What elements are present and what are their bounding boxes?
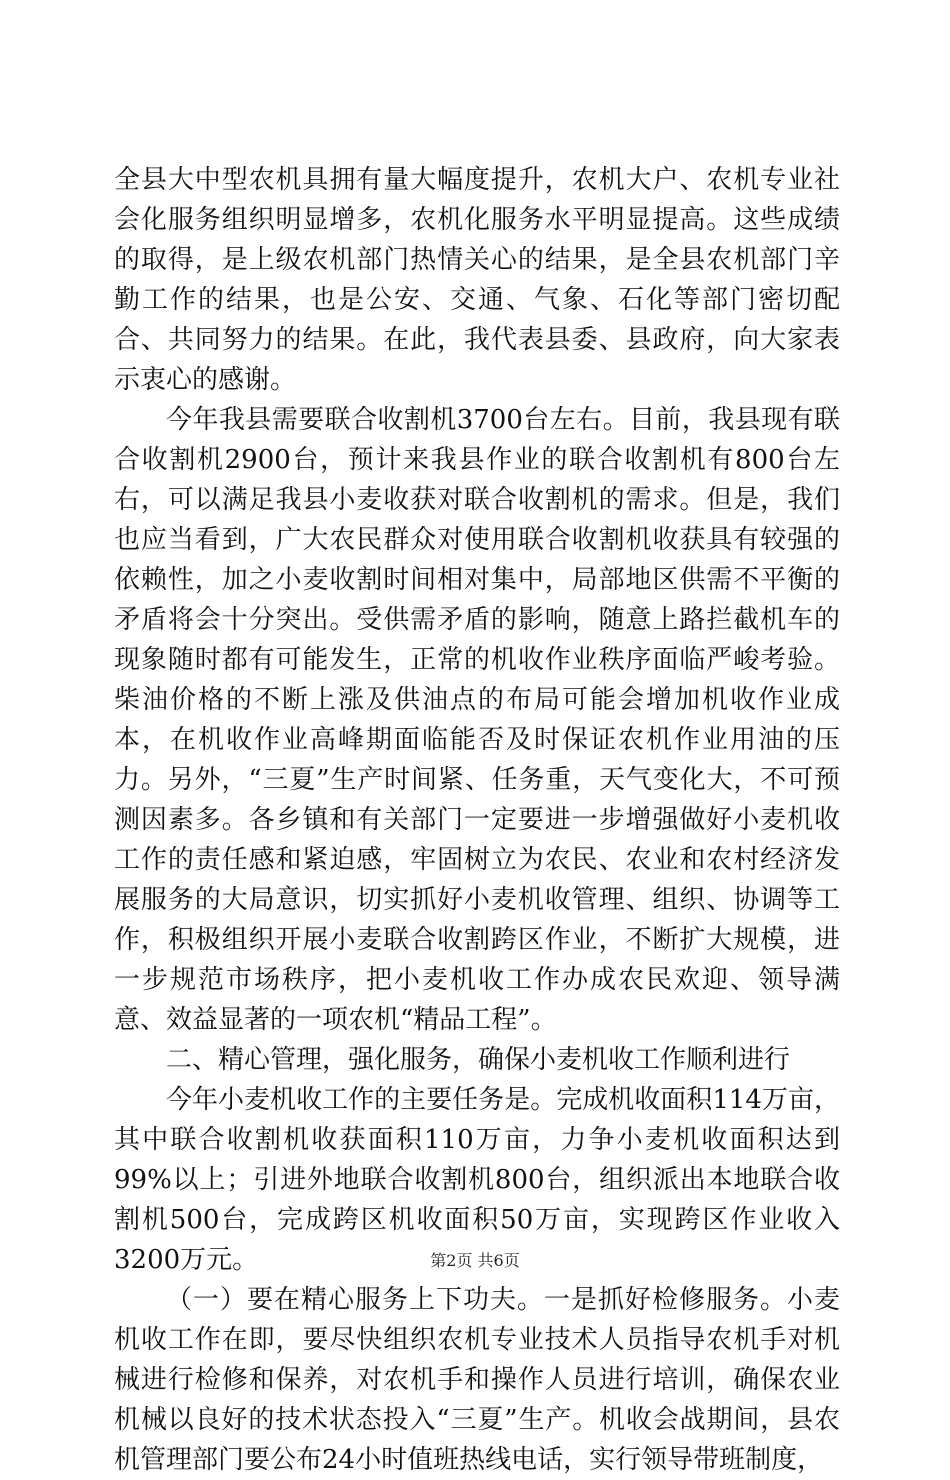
paragraph-service-measures: （一）要在精心服务上下功夫。一是抓好检修服务。小麦机收工作在即，要尽快组织农机专业技术人员指导农机手对机械进行检修和保养，对农机手和操作人员进行培训，确保农业机械以良好的技术状态投入“三夏”生产。机收会战期间，县农机管理部门要公布24小时值班热线电话，实行领导带班制度， xyxy=(114,1285,840,1475)
paragraph-harvester-demand: 今年我县需要联合收割机3700台左右。目前，我县现有联合收割机2900台，预计来我县作业的联合收割机有800台左右，可以满足我县小麦收获对联合收割机的需求。但是，我们也应当看到，广大农民群众对使用联合收割机收获具有较强的依赖性，加之小麦收割时间相对集中，局部地区供需不平衡的矛盾将会十分突出。受供需矛盾的影响，随意上路拦截机车的现象随时都有可能发生，正常的机收作业秩序面临严峻考验。柴油价格的不断上涨及供油点的布局可能会增加机收作业成本，在机收作业高峰期面临能否及时保证农机作业用油的压力。另外，“三夏”生产时间紧、任务重，天气变化大，不可预测因素多。各乡镇和有关部门一定要进一步增强做好小麦机收工作的责任感和紧迫感，牢固树立为农民、农业和农村经济发展服务的大局意识，切实抓好小麦机收管理、组织、协调等工作，积极组织开展小麦联合收割跨区作业，不断扩大规模，进一步规范市场秩序，把小麦机收工作办成农民欢迎、领导满意、效益显著的一项农机“精品工程”。 xyxy=(114,405,840,1035)
section-heading-two: 二、精心管理，强化服务，确保小麦机收工作顺利进行 xyxy=(166,1045,791,1075)
paragraph-main-tasks: 今年小麦机收工作的主要任务是。完成机收面积114万亩，其中联合收割机收获面积110万亩，力争小麦机收面积达到99%以上；引进外地联合收割机800台，组织派出本地联合收割机500台，完成跨区机收面积50万亩，实现跨区作业收入3200万元。 xyxy=(114,1085,840,1275)
page-number-footer: 第2页 共6页 xyxy=(430,1251,520,1270)
document-body xyxy=(114,160,840,1480)
paragraph-thanks: 全县大中型农机具拥有量大幅度提升，农机大户、农机专业社会化服务组织明显增多，农机化服务水平明显提高。这些成绩的取得，是上级农机部门热情关心的结果，是全县农机部门辛勤工作的结果，也是公安、交通、气象、石化等部门密切配合、共同努力的结果。在此，我代表县委、县政府，向大家表示衷心的感谢。 xyxy=(114,165,840,395)
